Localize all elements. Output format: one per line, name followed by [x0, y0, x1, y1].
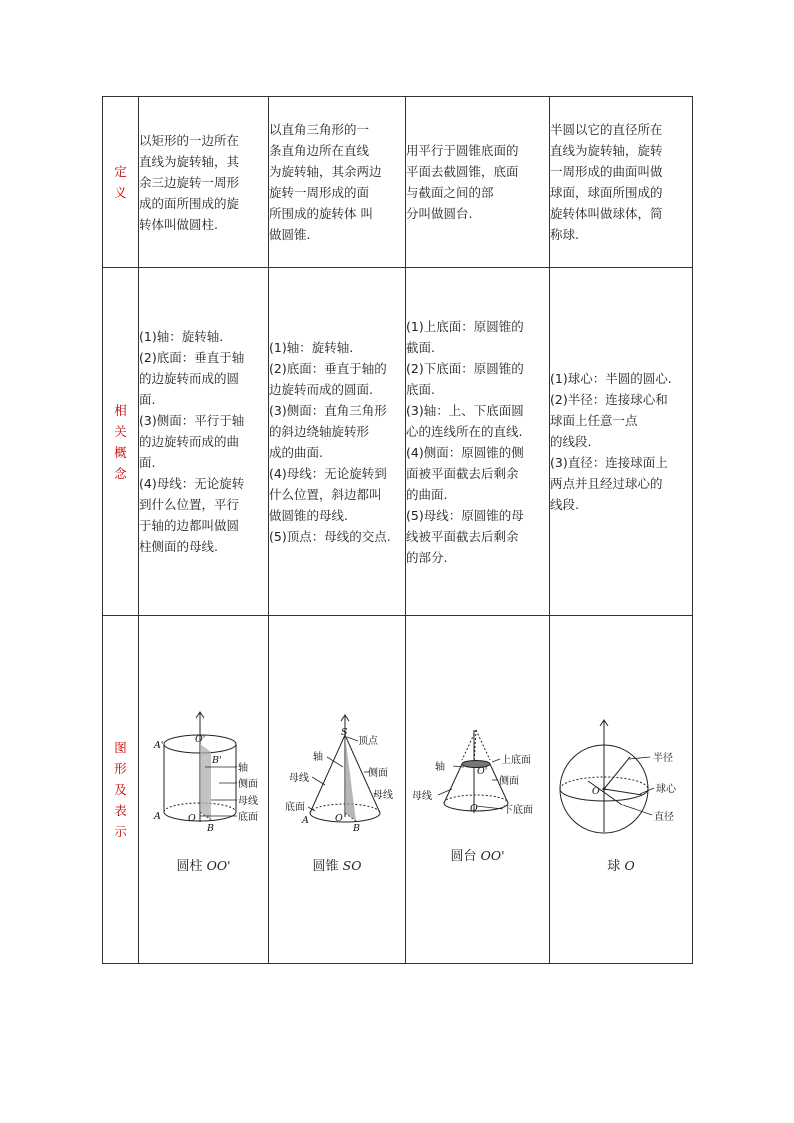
figures-row	[103, 616, 693, 964]
text-line: 底面.	[406, 381, 435, 397]
text-line: 旋转一周形成的面	[269, 185, 370, 200]
text-line: 面.	[139, 455, 156, 470]
text-line: 的边旋转而成的圆	[139, 371, 240, 386]
text-line: 球面，球面所围成的	[550, 185, 663, 200]
text-line: 以直角三角形的一	[269, 122, 370, 137]
text-line: 到什么位置，平行	[139, 497, 240, 512]
text-line: (3)直径：连接球面上	[550, 455, 668, 470]
svg-text:B: B	[207, 822, 214, 834]
text-line: 条直角边所在直线	[269, 143, 370, 158]
concepts-row	[103, 268, 693, 616]
svg-text:直径: 直径	[654, 811, 674, 823]
text-line: 以矩形的一边所在	[139, 132, 240, 148]
concepts-label: 相 关 概 念	[103, 268, 139, 616]
text-line: 分叫做圆台.	[406, 206, 473, 221]
text-line: 边旋转而成的圆面.	[269, 381, 373, 397]
frustum-definition	[406, 97, 550, 268]
text-line: 成的面所围成的旋	[139, 195, 240, 211]
frustum-base-back	[444, 795, 508, 803]
text-line: (5)母线：原圆锥的母	[406, 507, 524, 523]
svg-text:母线: 母线	[373, 789, 393, 801]
solids-of-revolution-table	[102, 96, 693, 964]
text-line: 的部分.	[406, 549, 448, 565]
svg-text:O: O	[592, 785, 600, 797]
svg-text:底面: 底面	[285, 801, 305, 813]
text-line: (2)下底面：原圆锥的	[406, 360, 524, 376]
text-line: (1)轴：旋转轴.	[139, 329, 224, 344]
svg-text:侧面: 侧面	[238, 778, 258, 790]
text-line: (3)侧面：平行于轴	[139, 413, 245, 428]
svg-text:O': O'	[477, 765, 488, 777]
definition-label: 定 义	[103, 97, 139, 268]
cone-figure-cell	[269, 616, 406, 964]
cone-concepts	[269, 268, 406, 616]
text-line: 心的连线所在的直线.	[406, 423, 523, 439]
cylinder-figure-cell	[139, 616, 269, 964]
text-line: 转体叫做圆柱.	[139, 216, 218, 232]
frustum-figure-cell	[406, 616, 550, 964]
svg-text:球心: 球心	[656, 783, 676, 795]
definition-row	[103, 97, 693, 268]
sphere-concepts	[550, 268, 693, 616]
svg-text:下底面: 下底面	[503, 804, 533, 816]
svg-text:母线: 母线	[289, 772, 309, 784]
text-line: (3)轴：上、下底面圆	[406, 402, 524, 418]
svg-text:O: O	[188, 812, 196, 824]
rectangle-shading	[200, 744, 211, 820]
svg-text:A: A	[302, 814, 309, 826]
text-line: 什么位置，斜边都叫	[269, 486, 382, 502]
sphere-caption: 球 O	[607, 857, 635, 874]
text-line: 的曲面.	[406, 486, 448, 502]
svg-text:轴: 轴	[238, 762, 248, 774]
svg-text:O: O	[335, 812, 343, 824]
svg-text:S: S	[341, 726, 348, 738]
svg-text:侧面: 侧面	[499, 775, 519, 787]
text-line: 为旋转轴，其余两边	[269, 164, 382, 179]
radius-line	[604, 757, 630, 789]
cone-definition	[269, 97, 406, 268]
text-line: 旋转体叫做球体，简	[550, 206, 663, 221]
text-line: 平面去截圆锥，底面	[406, 164, 519, 179]
frustum-concepts	[406, 268, 550, 616]
text-line: (4)母线：无论旋转	[139, 476, 245, 491]
text-line: 两点并且经过球心的	[550, 476, 663, 491]
svg-text:B: B	[353, 822, 360, 834]
frustum-left-edge	[444, 764, 462, 803]
text-line: 面.	[139, 392, 156, 407]
text-line: 线段.	[550, 497, 579, 512]
sphere-definition	[550, 97, 693, 268]
text-line: (5)顶点：母线的交点.	[269, 528, 391, 544]
text-line: 的线段.	[550, 434, 592, 449]
svg-text:半径: 半径	[653, 752, 673, 764]
text-line: 直线为旋转轴，其	[139, 153, 240, 169]
text-line: 做圆锥的母线.	[269, 507, 348, 523]
text-line: 直线为旋转轴，旋转	[550, 143, 663, 158]
text-line: 的斜边绕轴旋转形	[269, 423, 370, 439]
svg-text:上底面: 上底面	[501, 754, 531, 766]
cylinder-definition	[139, 97, 269, 268]
svg-text:B': B'	[212, 754, 222, 766]
text-line: 面被平面截去后剩余	[406, 465, 519, 481]
text-line: (3)侧面：直角三角形	[269, 402, 387, 418]
frustum-diagram	[406, 617, 550, 963]
text-line: 半圆以它的直径所在	[550, 122, 663, 137]
text-line: 线被平面截去后剩余	[406, 528, 519, 544]
text-line: 成的曲面.	[269, 444, 323, 460]
figures-label: 图 形 及 表 示	[103, 616, 139, 964]
text-line: 与截面之间的部	[406, 185, 494, 200]
text-line: 截面.	[406, 339, 435, 355]
svg-text:侧面: 侧面	[368, 767, 388, 779]
sphere-figure-cell	[550, 616, 693, 964]
text-line: 余三边旋转一周形	[139, 174, 240, 190]
text-line: 球面上任意一点	[550, 413, 638, 428]
svg-text:O': O'	[195, 733, 206, 745]
cylinder-concepts	[139, 268, 269, 616]
text-line: (4)侧面：原圆锥的侧	[406, 444, 524, 460]
svg-text:O: O	[470, 802, 478, 814]
sphere-diagram	[550, 617, 693, 963]
cylinder-caption: 圆柱 OO'	[176, 857, 231, 874]
cone-caption: 圆锥 SO	[312, 857, 362, 874]
text-line: 做圆锥.	[269, 227, 311, 242]
svg-text:轴: 轴	[435, 761, 445, 773]
text-line: 于轴的边都叫做圆	[139, 518, 240, 533]
svg-text:A: A	[154, 810, 161, 822]
svg-text:轴: 轴	[313, 751, 323, 763]
cone-diagram	[269, 617, 406, 963]
svg-text:A': A'	[154, 739, 164, 751]
svg-text:母线: 母线	[238, 795, 258, 807]
text-line: (1)轴：旋转轴.	[269, 339, 354, 355]
text-line: (1)球心：半圆的圆心.	[550, 371, 672, 386]
cylinder-diagram	[139, 617, 269, 963]
text-line: (2)底面：垂直于轴的	[269, 360, 387, 376]
svg-text:顶点: 顶点	[358, 735, 378, 747]
cone-left-edge	[310, 735, 345, 813]
text-line: 称球.	[550, 227, 579, 242]
text-line: 所围成的旋转体 叫	[269, 206, 373, 221]
text-line: 柱侧面的母线.	[139, 539, 218, 554]
frustum-caption: 圆台 OO'	[450, 847, 505, 864]
text-line: (2)半径：连接球心和	[550, 392, 668, 407]
text-line: 的边旋转而成的曲	[139, 434, 240, 449]
text-line: (2)底面：垂直于轴	[139, 350, 245, 365]
text-line: 用平行于圆锥底面的	[406, 143, 519, 158]
svg-text:母线: 母线	[412, 790, 432, 802]
text-line: (4)母线：无论旋转到	[269, 465, 387, 481]
text-line: (1)上底面：原圆锥的	[406, 318, 524, 334]
svg-text:底面: 底面	[238, 811, 258, 823]
text-line: 一周形成的曲面叫做	[550, 164, 663, 179]
